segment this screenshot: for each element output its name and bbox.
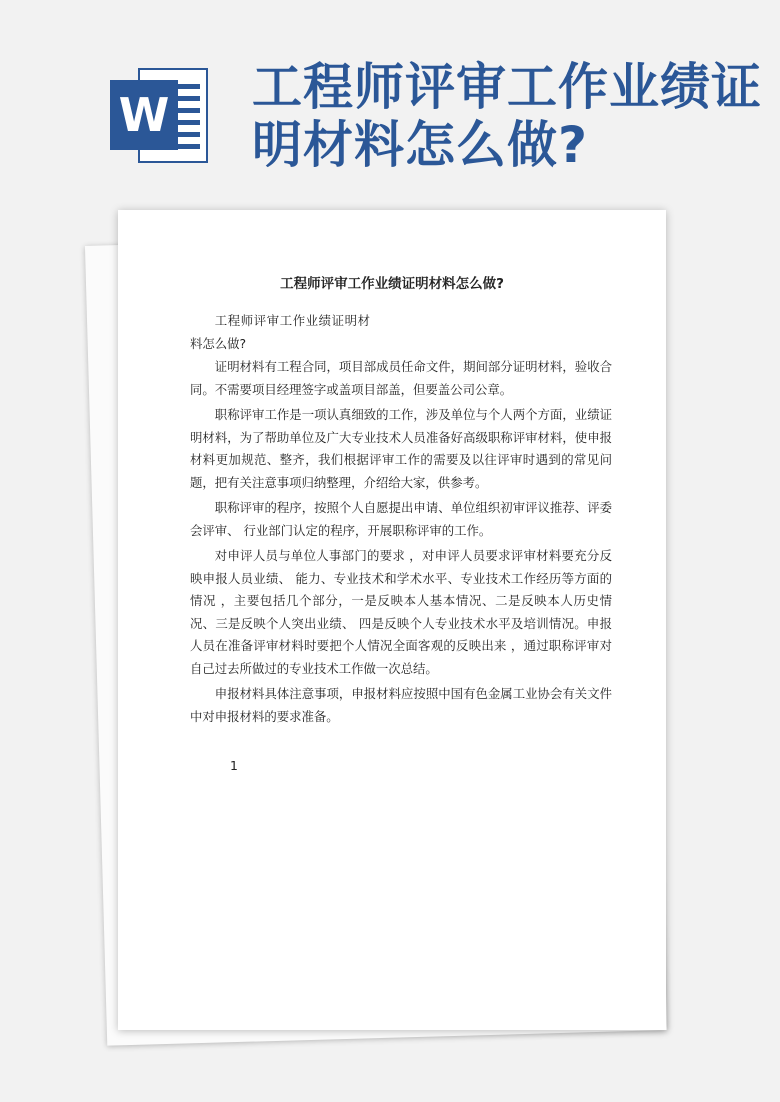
word-icon-letter: W xyxy=(110,80,178,150)
paragraph: 职称评审的程序，按照个人自愿提出申请、单位组织初审评议推荐、评委会评审、 行业部门认定的程序，开展职称评审的工作。 xyxy=(190,500,612,538)
paragraph: 职称评审工作是一项认真细致的工作，涉及单位与个人两个方面，业绩证明材料，为了帮助单位及广大专业技术人员准备好高级职称评审材料，使申报材料更加规范、整齐，我们根据评审工作的需要及以往评审时遇到的常见问题，把有关注意事项归纳整理，介绍给大家，供参考。 xyxy=(190,407,612,490)
document-page xyxy=(118,210,666,1030)
word-document-icon xyxy=(110,68,208,163)
paragraph: 对申评人员与单位人事部门的要求 ，对申评人员要求评审材料要充分反映申报人员业绩、 能力、专业技术和学术水平、专业技术工作经历等方面的情况 ，主要包括几个部分，一是反映本人基本情况、二是反映本人历史情况、三是反映个人突出业绩、 四是反映个人专业技术水平及培训情况。申报人员在准备评审材料时要把个人情况全面客观的反映出来 ，通过职称评审对自己过去所做过的专业技术工作做一次总结。 xyxy=(190,548,612,676)
paragraph: 申报材料具体注意事项，申报材料应按照中国有色金属工业协会有关文件中对申报材料的要求准备。 xyxy=(190,686,612,724)
paragraph-heading: 工程师评审工作业绩证明材料怎么做? xyxy=(190,313,370,351)
page-number: 1 xyxy=(230,758,238,773)
document-title: 工程师评审工作业绩证明材料怎么做? xyxy=(280,276,504,292)
banner-title: 工程师评审工作业绩证明材料怎么做? xyxy=(252,58,762,174)
paragraph: 证明材料有工程合同，项目部成员任命文件，期间部分证明材料，验收合同。不需要项目经理签字或盖项目部盖，但要盖公司公章。 xyxy=(190,359,612,397)
document-body xyxy=(190,310,612,731)
